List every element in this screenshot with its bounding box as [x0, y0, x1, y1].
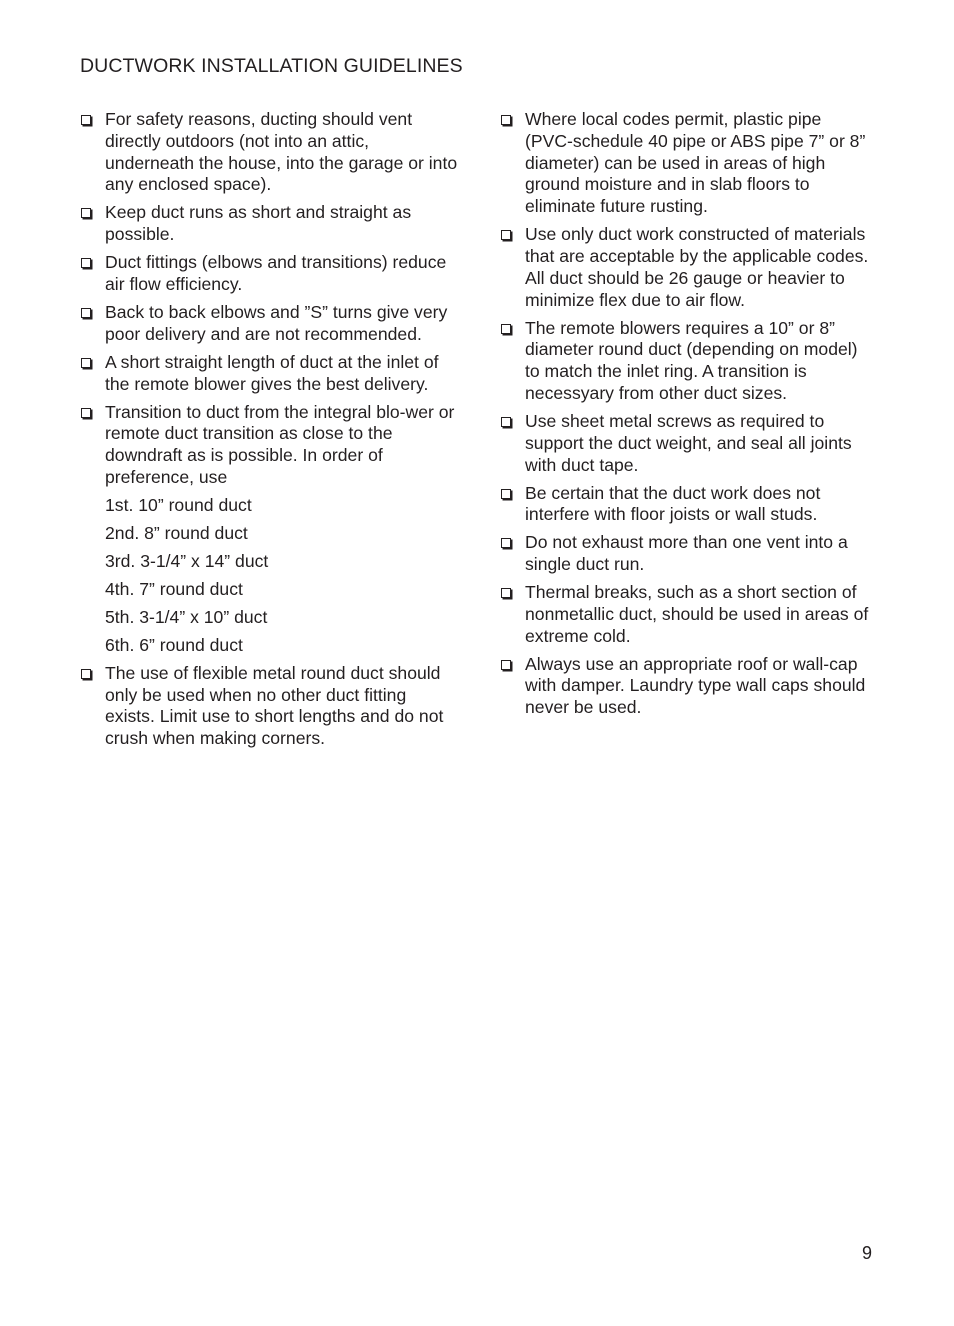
- list-item: [500, 483, 874, 527]
- checkbox-bullet-icon: [501, 324, 511, 334]
- section-heading: DUCTWORK INSTALLATION GUIDELINES: [80, 55, 463, 77]
- checkbox-bullet-icon: [81, 115, 91, 125]
- list-item: [80, 352, 460, 396]
- checkbox-bullet-icon: [501, 489, 511, 499]
- list-item-text: Keep duct runs as short and straight as possible.: [105, 202, 412, 245]
- list-item-text: Do not exhaust more than one vent into a single duct run.: [525, 532, 848, 575]
- list-item: [80, 302, 460, 346]
- list-item: [80, 252, 460, 296]
- list-item-text: Thermal breaks, such as a short section of nonmetallic duct, should be used in areas of extreme cold.: [525, 582, 869, 646]
- list-item: [500, 109, 874, 218]
- preference-item: 2nd. 8” round duct: [105, 522, 248, 543]
- list-item-text: Use only duct work constructed of materials that are acceptable by the applicable codes. All duct should be 26 gauge or heavier to minimize flex due to air flow.: [525, 224, 869, 310]
- list-item: [500, 318, 874, 405]
- list-item: [80, 202, 460, 246]
- preference-item: 4th. 7” round duct: [105, 578, 243, 599]
- list-item-text: Back to back elbows and ”S” turns give very poor delivery and are not recommended.: [105, 301, 448, 344]
- checkbox-bullet-icon: [501, 588, 511, 598]
- checkbox-bullet-icon: [501, 230, 511, 240]
- list-item-text: Always use an appropriate roof or wall-cap with damper. Laundry type wall caps should never be used.: [525, 653, 866, 718]
- checkbox-bullet-icon: [81, 258, 91, 268]
- list-item-text: Duct fittings (elbows and transitions) reduce air flow efficiency.: [105, 252, 447, 294]
- list-item-text: The remote blowers requires a 10” or 8” diameter round duct (depending on model) to match the inlet ring. A transition is necessyary from other duct sizes.: [525, 317, 858, 403]
- preference-item: 6th. 6” round duct: [105, 634, 243, 655]
- list-item-text: Where local codes permit, plastic pipe (PVC-schedule 40 pipe or ABS pipe 7” or 8” diameter) can be used in areas of high ground moisture and in slab floors to eliminate future rusting.: [525, 109, 866, 217]
- list-item-text: A short straight length of duct at the inlet of the remote blower gives the best delivery.: [105, 351, 439, 394]
- list-item-text: For safety reasons, ducting should vent directly outdoors (not into an attic, underneath the house, into the garage or into any enclosed space).: [105, 109, 458, 195]
- right-column-list: [500, 109, 874, 725]
- list-item: [500, 411, 874, 476]
- list-item: [80, 663, 460, 750]
- checkbox-bullet-icon: [501, 417, 511, 427]
- preference-item: 3rd. 3-1/4” x 14” duct: [105, 550, 269, 571]
- list-item: [500, 582, 874, 647]
- checkbox-bullet-icon: [81, 208, 91, 218]
- list-item-text: The use of flexible metal round duct should only be used when no other duct fitting exists. Limit use to short lengths and do not crush when making corners.: [105, 662, 444, 749]
- list-item: [500, 224, 874, 311]
- left-column-list: [80, 109, 460, 756]
- checkbox-bullet-icon: [81, 408, 91, 418]
- list-item-text: Transition to duct from the integral blo-wer or remote duct transition as close to the downdraft as is possible. In order of preference, use: [105, 401, 455, 487]
- page-number: 9: [861, 1243, 872, 1263]
- list-item-text: Be certain that the duct work does not interfere with floor joists or wall studs.: [525, 482, 821, 525]
- list-item-text: Use sheet metal screws as required to support the duct weight, and seal all joints with duct tape.: [525, 410, 852, 475]
- checkbox-bullet-icon: [81, 669, 91, 679]
- checkbox-bullet-icon: [501, 115, 511, 125]
- list-item: [500, 532, 874, 576]
- list-item: [500, 654, 874, 719]
- checkbox-bullet-icon: [81, 308, 91, 318]
- checkbox-bullet-icon: [81, 358, 91, 368]
- checkbox-bullet-icon: [501, 660, 511, 670]
- list-item: [80, 109, 460, 196]
- list-item: [80, 402, 460, 489]
- preference-item: 5th. 3-1/4” x 10” duct: [105, 606, 268, 627]
- checkbox-bullet-icon: [501, 538, 511, 548]
- preference-item: 1st. 10” round duct: [105, 494, 252, 515]
